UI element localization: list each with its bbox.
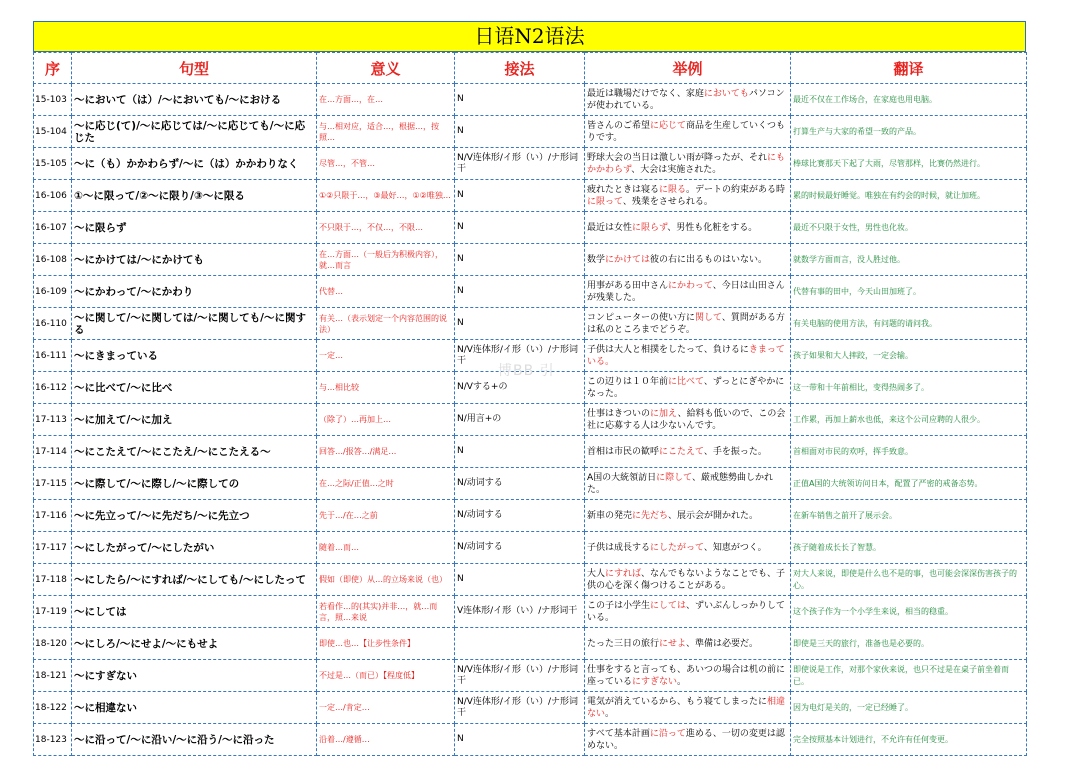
table-row — [34, 308, 1027, 340]
header-pattern: 句型 — [72, 53, 317, 84]
translation-cell: 首相面对市民的欢呼，挥手致意。 — [791, 436, 1027, 468]
connection-cell: N — [455, 308, 585, 340]
meaning-cell: 代替… — [317, 276, 455, 308]
table-row — [34, 532, 1027, 564]
example-text: 進める、一切の変更は認めない。 — [587, 728, 785, 751]
meaning-cell: 回答…/报答…/满足… — [317, 436, 455, 468]
row-number: 18-121 — [34, 660, 72, 692]
connection-cell: N/动词する — [455, 532, 585, 564]
row-number: 16-111 — [34, 340, 72, 372]
meaning-cell: ①②只限于…，③最好…，①②唯独… — [317, 180, 455, 212]
connection-cell: N — [455, 276, 585, 308]
example-highlight: にこたえて — [659, 446, 704, 457]
example-text: 電気が消えているから、もう寝てしまったに — [587, 696, 768, 707]
example-text: 彼の右に出るものはいない。 — [650, 254, 768, 265]
meaning-cell: 沿着…/遵循… — [317, 724, 455, 756]
table-row — [34, 148, 1027, 180]
example-highlight: にもかかわらず — [587, 152, 786, 175]
row-number: 18-123 — [34, 724, 72, 756]
connection-cell: N/Vする+の — [455, 372, 585, 404]
connection-cell: N — [455, 724, 585, 756]
example-highlight: にすぎない — [632, 676, 678, 687]
translation-cell: 孩子如果和大人摔跤，一定会输。 — [791, 340, 1027, 372]
example-highlight: に加え — [650, 408, 678, 419]
header-translation: 翻译 — [791, 53, 1027, 84]
connection-cell: N — [455, 212, 585, 244]
example-text: 最近は女性 — [587, 222, 633, 233]
meaning-cell: 不过是…（而已）【程度低】 — [317, 660, 455, 692]
table-row — [34, 244, 1027, 276]
translation-cell: 最近不只限于女性，男性也化妆。 — [791, 212, 1027, 244]
grammar-sheet — [33, 21, 1026, 756]
example-text: 。 — [677, 676, 687, 687]
connection-cell: N/V连体形/イ形（い）/ナ形词干 — [455, 660, 585, 692]
example-highlight: 相違ない — [587, 696, 786, 719]
connection-cell: N/动词する — [455, 500, 585, 532]
example-highlight: にかわって — [668, 280, 713, 291]
pattern-cell: ～に先立って/～に先だち/～に先立つ — [72, 500, 317, 532]
header-connection: 接法 — [455, 53, 585, 84]
example-cell — [585, 276, 791, 308]
connection-cell: N/V连体形/イ形（い）/ナ形词干 — [455, 692, 585, 724]
row-number: 15-103 — [34, 84, 72, 116]
table-row — [34, 596, 1027, 628]
example-text: 。デートの約束がある時 — [686, 184, 786, 195]
row-number: 18-122 — [34, 692, 72, 724]
example-cell — [585, 660, 791, 692]
example-text: 、厳戒態勢曲しかれた。 — [587, 472, 774, 495]
translation-cell: 最近不仅在工作场合，在家庭也用电脑。 — [791, 84, 1027, 116]
table-row — [34, 436, 1027, 468]
example-cell — [585, 180, 791, 212]
example-text: 、今日は山田さんが残業した。 — [587, 280, 785, 303]
example-text: 、展示会が開かれた。 — [668, 510, 759, 521]
example-text: 首相は市民の歓呼 — [587, 446, 660, 457]
pattern-cell: ～にしたがって/～にしたがい — [72, 532, 317, 564]
row-number: 16-107 — [34, 212, 72, 244]
meaning-cell: 假如（即使）从…的立场来说（也） — [317, 564, 455, 596]
example-highlight: に応じて — [650, 120, 687, 131]
example-text: 、残業をさせられる。 — [622, 196, 713, 207]
translation-cell: 这一带和十年前相比，变得热闹多了。 — [791, 372, 1027, 404]
translation-cell: 棒球比赛那天下起了大雨，尽管那样，比赛仍然进行。 — [791, 148, 1027, 180]
translation-cell: 正值A国的大统领访问日本，配置了严密的戒备态势。 — [791, 468, 1027, 500]
pattern-cell: ～に限らず — [72, 212, 317, 244]
example-text: 野球大会の当日は激しい雨が降ったが、それ — [587, 152, 768, 163]
connection-cell: N — [455, 180, 585, 212]
row-number: 17-117 — [34, 532, 72, 564]
connection-cell: N/动词する — [455, 468, 585, 500]
table-row — [34, 628, 1027, 660]
pattern-cell: ～に比べて/～に比べ — [72, 372, 317, 404]
example-text: 仕事をすると言っても、あいつの場合は机の前に座っている — [587, 664, 786, 687]
translation-cell: 工作累，再加上薪水也低，来这个公司应聘的人很少。 — [791, 404, 1027, 436]
pattern-cell: ～にこたえて/～にこたえ/～にこたえる～ — [72, 436, 317, 468]
connection-cell — [455, 628, 585, 660]
pattern-cell: ～にしたら/～にすれば/～にしても/～にしたって — [72, 564, 317, 596]
pattern-cell: ～にかけては/～にかけても — [72, 244, 317, 276]
table-row — [34, 724, 1027, 756]
pattern-cell: ～にすぎない — [72, 660, 317, 692]
example-cell — [585, 308, 791, 340]
example-text: 、手を振った。 — [703, 446, 767, 457]
example-cell — [585, 148, 791, 180]
pattern-cell: ～にしては — [72, 596, 317, 628]
table-row — [34, 660, 1027, 692]
table-row — [34, 468, 1027, 500]
table-row — [34, 404, 1027, 436]
pattern-cell: ～に加えて/～に加え — [72, 404, 317, 436]
pattern-cell: ①～に限って/②～に限り/③～に限る — [72, 180, 317, 212]
example-text: 、給料も低いので、この会社に応募する人は少ないんです。 — [587, 408, 786, 431]
connection-cell: N — [455, 116, 585, 148]
example-highlight: きまっている。 — [587, 344, 785, 367]
example-text: この子は小学生 — [587, 600, 651, 611]
row-number: 17-116 — [34, 500, 72, 532]
meaning-cell: 即使…也…【让步性条件】 — [317, 628, 455, 660]
meaning-cell: 在…方面…（一般后为积极内容），就…而言 — [317, 244, 455, 276]
meaning-cell: 在…之际/正值…之时 — [317, 468, 455, 500]
pattern-cell: ～に沿って/～に沿い/～に沿う/～に沿った — [72, 724, 317, 756]
example-cell — [585, 404, 791, 436]
example-highlight: にすれば — [605, 568, 642, 579]
header-row — [34, 53, 1027, 84]
row-number: 15-105 — [34, 148, 72, 180]
meaning-cell: 随着…而… — [317, 532, 455, 564]
row-number: 17-115 — [34, 468, 72, 500]
meaning-cell: 有关…（表示划定一个内容范围的说法） — [317, 308, 455, 340]
example-cell — [585, 596, 791, 628]
example-text: 、質問がある方は私のところまでどうぞ。 — [587, 312, 785, 335]
example-cell — [585, 468, 791, 500]
example-cell — [585, 436, 791, 468]
example-text: 最近は職場だけでなく、家庭 — [587, 88, 704, 99]
row-number: 17-118 — [34, 564, 72, 596]
translation-cell: 孩子随着成长长了智慧。 — [791, 532, 1027, 564]
connection-cell: N/V连体形/イ形（い）/ナ形词干 — [455, 340, 585, 372]
table-row — [34, 212, 1027, 244]
translation-cell: 这个孩子作为一个小学生来说，相当的稳重。 — [791, 596, 1027, 628]
connection-cell: N — [455, 564, 585, 596]
pattern-cell: ～に際して/～に際し/～に際しての — [72, 468, 317, 500]
row-number: 17-119 — [34, 596, 72, 628]
example-text: 新車の発売 — [587, 510, 633, 521]
watermark: 博BB 引 — [498, 363, 555, 379]
example-highlight: にせよ — [659, 638, 687, 649]
header-example: 举例 — [585, 53, 791, 84]
example-text: すべて基本計画 — [587, 728, 650, 739]
meaning-cell: 若看作…的(其实)并非…，就…而言，照…来说 — [317, 596, 455, 628]
meaning-cell: 与…相对应，适合…，根据…，按照… — [317, 116, 455, 148]
pattern-cell: ～に応じ(て)/～に応じては/～に応じても/～に応じた — [72, 116, 317, 148]
pattern-cell: ～にきまっている — [72, 340, 317, 372]
example-highlight: に限る — [659, 184, 687, 195]
translation-cell: 即使是三天的旅行，准备也是必要的。 — [791, 628, 1027, 660]
example-text: 疲れたときは寝る — [587, 184, 660, 195]
pattern-cell: ～に（も）かかわらず/～に（は）かかわりなく — [72, 148, 317, 180]
translation-cell: 因为电灯是关的，一定已经睡了。 — [791, 692, 1027, 724]
translation-cell: 即使说是工作，对那个家伙来说，也只不过是在桌子前坐着而已。 — [791, 660, 1027, 692]
table-row — [34, 116, 1027, 148]
example-highlight: に限らず — [632, 222, 668, 233]
pattern-cell: ～に関して/～に関しては/～に関しても/～に関する — [72, 308, 317, 340]
example-highlight: に先だち — [632, 510, 669, 521]
example-text: 子供は大人と相撲をしたって、負けるに — [587, 344, 749, 355]
example-highlight: にしては — [650, 600, 687, 611]
row-number: 16-108 — [34, 244, 72, 276]
meaning-cell: 与…相比较 — [317, 372, 455, 404]
row-number: 16-109 — [34, 276, 72, 308]
row-number: 17-113 — [34, 404, 72, 436]
example-highlight: にしたがって — [650, 542, 704, 553]
translation-cell: 代替有事的田中，今天山田加班了。 — [791, 276, 1027, 308]
translation-cell: 对大人来说，即使是什么也不是的事，也可能会深深伤害孩子的心。 — [791, 564, 1027, 596]
meaning-cell: 一定…/肯定… — [317, 692, 455, 724]
header-meaning: 意义 — [317, 53, 455, 84]
example-cell — [585, 564, 791, 596]
example-text: 大人 — [587, 568, 606, 579]
table-row — [34, 564, 1027, 596]
example-cell — [585, 500, 791, 532]
connection-cell: N/用言+の — [455, 404, 585, 436]
meaning-cell: 尽管…，不管… — [317, 148, 455, 180]
row-number: 17-114 — [34, 436, 72, 468]
meaning-cell: （除了）…再加上… — [317, 404, 455, 436]
example-cell — [585, 212, 791, 244]
example-highlight: に比べて — [668, 376, 704, 387]
meaning-cell: 不只限于…，不仅…，不限… — [317, 212, 455, 244]
example-cell — [585, 724, 791, 756]
example-text: この辺りは１０年前 — [587, 376, 669, 387]
connection-cell: N — [455, 244, 585, 276]
pattern-cell: ～にかわって/～にかわり — [72, 276, 317, 308]
example-text: 、男性も化粧をする。 — [667, 222, 758, 233]
header-no: 序 — [34, 53, 72, 84]
example-highlight: においても — [703, 88, 749, 99]
example-text: 商品を生産していくつもりです。 — [587, 120, 786, 143]
example-highlight: にかけては — [605, 254, 651, 265]
table-row — [34, 276, 1027, 308]
connection-cell: V连体形/イ形（い）/ナ形词干 — [455, 596, 585, 628]
example-cell — [585, 628, 791, 660]
example-text: 仕事はきついの — [587, 408, 651, 419]
example-cell — [585, 340, 791, 372]
connection-cell: N — [455, 436, 585, 468]
pattern-cell: ～に相違ない — [72, 692, 317, 724]
meaning-cell: 一定… — [317, 340, 455, 372]
table-row — [34, 180, 1027, 212]
example-text: パソコンが使われている。 — [587, 88, 785, 111]
example-text: 、なんでもないようなことでも、子供の心を深く傷つけることがある。 — [587, 568, 786, 591]
translation-cell: 累的时候最好睡觉。唯独在有约会的时候，就让加班。 — [791, 180, 1027, 212]
row-number: 18-120 — [34, 628, 72, 660]
row-number: 16-106 — [34, 180, 72, 212]
row-number: 16-110 — [34, 308, 72, 340]
table-row — [34, 692, 1027, 724]
example-text: 子供は成長する — [587, 542, 651, 553]
example-text: 、知恵がつく。 — [703, 542, 767, 553]
example-cell — [585, 692, 791, 724]
grammar-table — [33, 52, 1027, 756]
example-text: たった三日の旅行 — [587, 638, 660, 649]
example-text: A国の大統領訪日 — [587, 472, 657, 483]
meaning-cell: 先于…/在…之前 — [317, 500, 455, 532]
sheet-title: 日语N2语法 — [33, 21, 1026, 52]
meaning-cell: 在…方面…，在… — [317, 84, 455, 116]
pattern-cell: ～にしろ/～にせよ/～にもせよ — [72, 628, 317, 660]
example-text: 皆さんのご希望 — [587, 120, 651, 131]
example-highlight: に際して — [656, 472, 692, 483]
example-text: 用事がある田中さん — [587, 280, 669, 291]
row-number: 15-104 — [34, 116, 72, 148]
connection-cell: N — [455, 84, 585, 116]
example-text: 、ずっとにぎやかになった。 — [587, 376, 785, 399]
example-text: 、大会は実施された。 — [631, 164, 722, 175]
table-row — [34, 84, 1027, 116]
example-text: 。 — [605, 708, 615, 719]
example-cell — [585, 532, 791, 564]
example-highlight: 関して — [695, 312, 722, 323]
translation-cell: 有关电脑的使用方法，有问题的请问我。 — [791, 308, 1027, 340]
translation-cell: 在新车销售之前开了展示会。 — [791, 500, 1027, 532]
example-text: 、準備は必要だ。 — [686, 638, 759, 649]
translation-cell: 完全按照基本计划进行，不允许有任何变更。 — [791, 724, 1027, 756]
example-cell — [585, 84, 791, 116]
example-text: 数学 — [587, 254, 606, 265]
example-highlight: に沿って — [649, 728, 686, 739]
table-row — [34, 500, 1027, 532]
example-cell — [585, 372, 791, 404]
pattern-cell: ～において（は）/～においても/～における — [72, 84, 317, 116]
connection-cell: N/V连体形/イ形（い）/ナ形词干 — [455, 148, 585, 180]
example-cell — [585, 244, 791, 276]
example-highlight: に限って — [587, 196, 623, 207]
example-cell — [585, 116, 791, 148]
translation-cell: 就数学方面而言，没人胜过他。 — [791, 244, 1027, 276]
translation-cell: 打算生产与大家的希望一致的产品。 — [791, 116, 1027, 148]
row-number: 16-112 — [34, 372, 72, 404]
example-text: コンピューターの使い方に — [587, 312, 696, 323]
example-text: 、ずいぶんしっかりしている。 — [587, 600, 786, 623]
